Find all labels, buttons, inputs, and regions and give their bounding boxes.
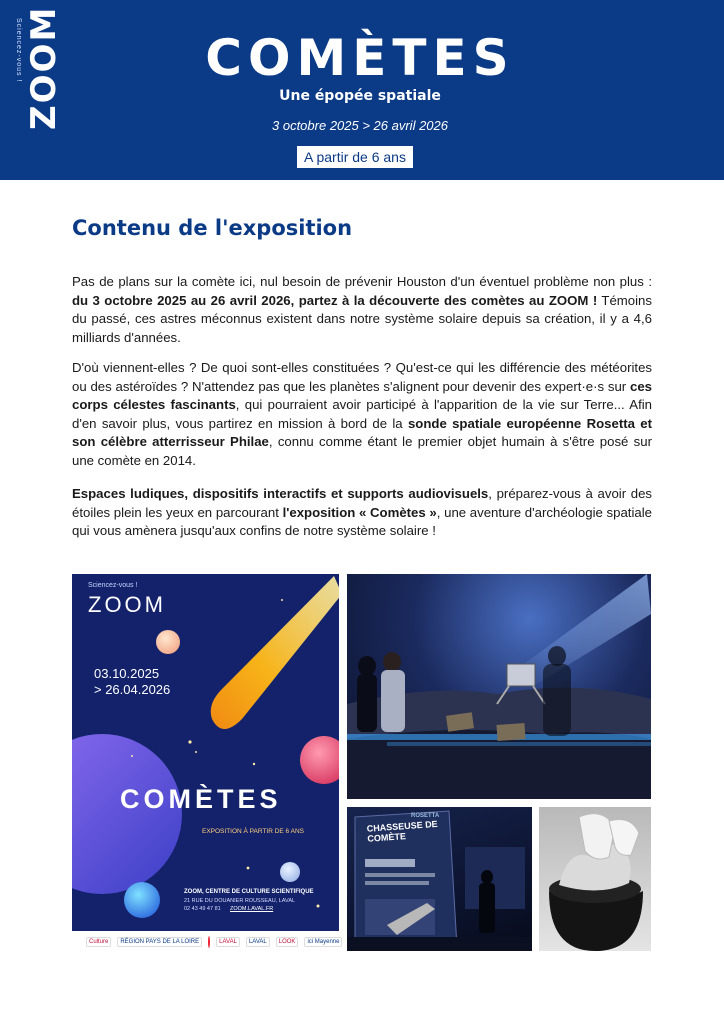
highlight-dates: du 3 octobre 2025 au 26 avril 2026, partez à la découverte des comètes au ZOOM ! — [72, 292, 598, 308]
photo-hands-experiment — [539, 807, 651, 951]
header-banner — [0, 0, 724, 180]
logo-wordmark: ZOOM — [24, 5, 64, 130]
panel-small-label: ROSETTA — [411, 813, 440, 819]
partner-logo: LOOK — [276, 937, 299, 947]
partner-logo: RÉGION PAYS DE LA LOIRE — [117, 937, 202, 947]
partner-logo: Culture — [86, 937, 111, 947]
comet-shape — [211, 576, 339, 729]
paragraph-questions: D'où viennent-elles ? De quoi sont-elles constituées ? Qu'est-ce qui les différencie des météorites ou des astéroïdes ? N'attendez pas que les planètes s'alignent pour devenir des expert·e·s sur ces corps célestes fascinants, qui pourraient avoir participé à l'apparition de la vie sur Terre... Afin d'en savoir plus, vous partirez en mission à bord de la sonde spatiale européenne Rosetta et son célèbre atterrisseur Philae, connu comme étant le premier objet humain à s'être posé sur une comète en 2014. — [72, 360, 652, 468]
poster-zoom-logo: ZOOM — [88, 592, 166, 617]
exhibition-poster — [72, 574, 339, 931]
exhibition-title: COMÈTES — [205, 29, 515, 87]
exhibition-dates: 3 octobre 2025 > 26 avril 2026 — [272, 118, 448, 133]
partner-logo: LAVAL — [246, 937, 270, 947]
poster-tagline: Sciencez-vous ! — [88, 582, 138, 589]
paragraph-features: Espaces ludiques, dispositifs interactifs et supports audiovisuels, préparez-vous à avoir des étoiles plein les yeux en parcourant l'exposition « Comètes », une aventure d'archéologie spatiale qui vous amènera jusqu'aux confins de notre système solaire ! — [72, 486, 653, 539]
small-moon — [280, 862, 300, 882]
highlight-rosetta: sonde spatiale européenne Rosetta et son célèbre atterrisseur Philae — [72, 415, 652, 450]
poster-address: 21 RUE DU DOUANIER ROUSSEAU, LAVAL — [184, 898, 296, 904]
partner-logos — [86, 934, 340, 950]
zoom-logo — [12, 5, 64, 130]
poster-organizer: ZOOM, CENTRE DE CULTURE SCIENTIFIQUE — [184, 889, 314, 895]
poster-date-start: 03.10.2025 — [94, 666, 160, 681]
highlight-features: Espaces ludiques, dispositifs interactifs et supports audiovisuels — [72, 486, 489, 501]
photo-exhibition-lander — [347, 574, 651, 799]
age-badge: A partir de 6 ans — [297, 146, 413, 168]
partner-logo: ici Mayenne — [304, 937, 342, 947]
blue-planet — [124, 882, 160, 918]
poster-date-end: > 26.04.2026 — [94, 682, 171, 697]
poster-artwork — [72, 574, 339, 931]
photo-comet-panel — [347, 807, 532, 951]
partner-logo: LAVAL — [216, 937, 240, 947]
paragraph-intro: Pas de plans sur la comète ici, nul besoin de prévenir Houston d'un éventuel problème non plus : du 3 octobre 2025 au 26 avril 2026, partez à la découverte des comètes au ZOOM ! Témoins du passé, ces astres méconnus existent dans notre système solaire depuis sa création, il y a 4,6 milliards d'années. — [72, 274, 652, 345]
poster-age-note: EXPOSITION À PARTIR DE 6 ANS — [202, 828, 304, 835]
poster-phone: 02 43 49 47 81 — [184, 906, 221, 912]
peach-planet — [156, 630, 180, 654]
partner-logo — [208, 936, 210, 948]
panel-title: CHASSEUSE DE COMÈTE — [366, 818, 438, 844]
poster-title: COMÈTES — [120, 784, 282, 814]
poster-url: ZOOM.LAVAL.FR — [230, 906, 274, 912]
hands-scene — [539, 807, 651, 951]
highlight-celestial: ces corps célestes fascinants — [72, 378, 652, 413]
pink-planet — [300, 736, 339, 784]
section-title: Contenu de l'exposition — [72, 216, 353, 240]
lander-scene — [347, 574, 651, 799]
highlight-exhibition: l'exposition « Comètes » — [282, 504, 437, 520]
exhibition-subtitle: Une épopée spatiale — [279, 88, 441, 104]
logo-tagline: Sciencez-vous ! — [15, 18, 22, 83]
